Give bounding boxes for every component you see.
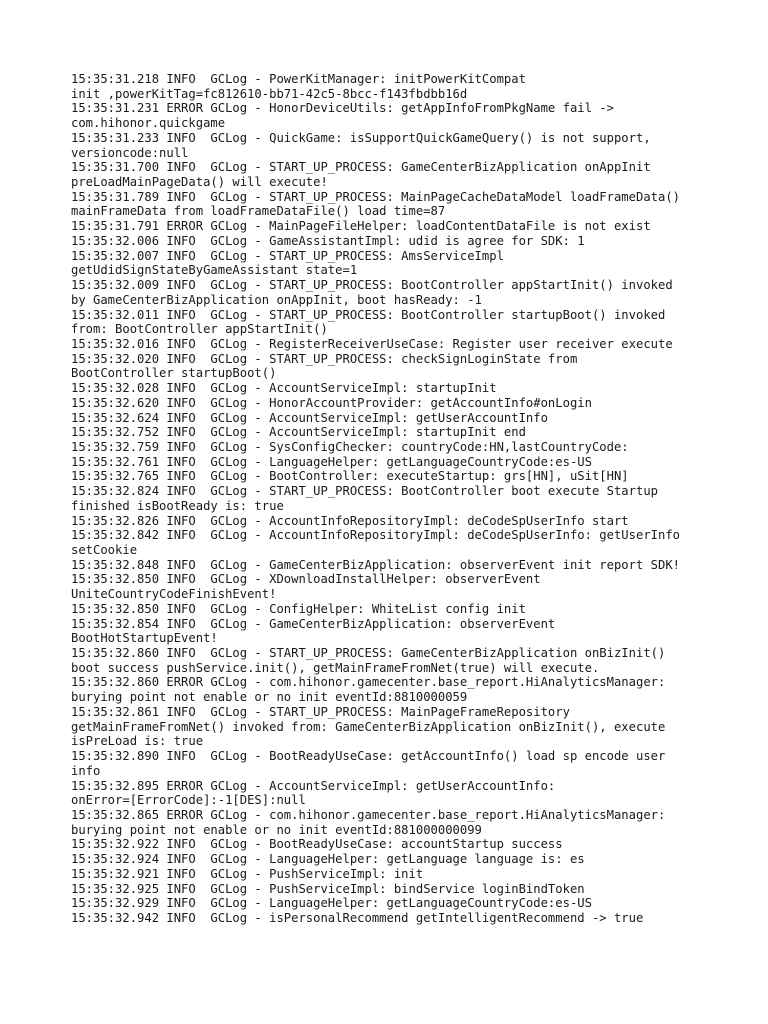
- log-line: 15:35:32.624 INFO GCLog - AccountServiceImpl: getUserAccountInfo: [71, 410, 548, 425]
- log-text-block: [71, 72, 711, 926]
- log-line: 15:35:32.850 INFO GCLog - XDownloadInstallHelper: observerEvent: [71, 572, 541, 587]
- log-line: 15:35:32.824 INFO GCLog - START_UP_PROCESS: BootController boot execute Startup: [71, 484, 658, 499]
- log-line: 15:35:31.789 INFO GCLog - START_UP_PROCESS: MainPageCacheDataModel loadFrameData(): [71, 189, 681, 204]
- log-line: burying point not enable or no init eventId:881000000099: [71, 822, 482, 837]
- log-line: by GameCenterBizApplication onAppInit, boot hasReady: -1: [71, 292, 482, 307]
- log-line: preLoadMainPageData() will execute!: [71, 175, 328, 190]
- log-line: boot success pushService.init(), getMainFrameFromNet(true) will execute.: [71, 660, 600, 675]
- log-line: 15:35:32.942 INFO GCLog - isPersonalRecommend getIntelligentRecommend -> true: [71, 910, 644, 925]
- log-line: 15:35:32.765 INFO GCLog - BootController: executeStartup: grs[HN], uSit[HN]: [71, 469, 629, 484]
- log-line: from: BootController appStartInit(): [71, 322, 328, 337]
- log-line: BootController startupBoot(): [71, 366, 277, 381]
- log-line: getMainFrameFromNet() invoked from: GameCenterBizApplication onBizInit(), execute: [71, 719, 666, 734]
- log-line: 15:35:31.791 ERROR GCLog - MainPageFileHelper: loadContentDataFile is not exist: [71, 219, 651, 234]
- log-line: 15:35:31.233 INFO GCLog - QuickGame: isSupportQuickGameQuery() is not support,: [71, 130, 651, 145]
- log-line: init ,powerKitTag=fc812610-bb71-42c5-8bcc-f143fbdbb16d: [71, 86, 468, 101]
- log-line: 15:35:32.620 INFO GCLog - HonorAccountProvider: getAccountInfo#onLogin: [71, 395, 592, 410]
- log-line: 15:35:32.848 INFO GCLog - GameCenterBizApplication: observerEvent init report SDK!: [71, 557, 681, 572]
- log-line: 15:35:32.922 INFO GCLog - BootReadyUseCase: accountStartup success: [71, 837, 563, 852]
- log-line: 15:35:32.921 INFO GCLog - PushServiceImpl: init: [71, 866, 424, 881]
- log-line: 15:35:32.016 INFO GCLog - RegisterReceiverUseCase: Register user receiver execute: [71, 336, 673, 351]
- log-line: info: [71, 763, 101, 778]
- log-line: 15:35:32.028 INFO GCLog - AccountServiceImpl: startupInit: [71, 381, 497, 396]
- log-line: BootHotStartupEvent!: [71, 631, 218, 646]
- log-line: 15:35:32.860 INFO GCLog - START_UP_PROCESS: GameCenterBizApplication onBizInit(): [71, 646, 666, 661]
- log-line: 15:35:32.850 INFO GCLog - ConfigHelper: WhiteList config init: [71, 601, 526, 616]
- log-line: 15:35:32.759 INFO GCLog - SysConfigChecker: countryCode:HN,lastCountryCode:: [71, 439, 629, 454]
- log-line: mainFrameData from loadFrameDataFile() load time=87: [71, 204, 446, 219]
- log-line: 15:35:32.020 INFO GCLog - START_UP_PROCESS: checkSignLoginState from: [71, 351, 578, 366]
- log-line: 15:35:32.826 INFO GCLog - AccountInfoRepositoryImpl: deCodeSpUserInfo start: [71, 513, 629, 528]
- log-line: 15:35:32.925 INFO GCLog - PushServiceImpl: bindService loginBindToken: [71, 881, 585, 896]
- log-line: onError=[ErrorCode]:-1[DES]:null: [71, 793, 306, 808]
- log-line: 15:35:31.700 INFO GCLog - START_UP_PROCESS: GameCenterBizApplication onAppInit: [71, 160, 651, 175]
- log-line: burying point not enable or no init eventId:8810000059: [71, 690, 468, 705]
- log-line: 15:35:32.007 INFO GCLog - START_UP_PROCESS: AmsServiceImpl: [71, 248, 504, 263]
- log-line: finished isBootReady is: true: [71, 498, 284, 513]
- log-line: 15:35:32.854 INFO GCLog - GameCenterBizApplication: observerEvent: [71, 616, 556, 631]
- log-line: 15:35:32.860 ERROR GCLog - com.hihonor.gamecenter.base_report.HiAnalyticsManager:: [71, 675, 666, 690]
- log-line: 15:35:32.861 INFO GCLog - START_UP_PROCESS: MainPageFrameRepository: [71, 704, 570, 719]
- log-line: setCookie: [71, 543, 138, 557]
- log-line: UniteCountryCodeFinishEvent!: [71, 587, 277, 602]
- log-line: 15:35:32.006 INFO GCLog - GameAssistantImpl: udid is agree for SDK: 1: [71, 233, 585, 248]
- log-line: com.hihonor.quickgame: [71, 116, 226, 131]
- log-line: getUdidSignStateByGameAssistant state=1: [71, 263, 358, 278]
- log-line: 15:35:32.011 INFO GCLog - START_UP_PROCESS: BootController startupBoot() invoked: [71, 307, 666, 322]
- log-line: 15:35:31.231 ERROR GCLog - HonorDeviceUtils: getAppInfoFromPkgName fail ->: [71, 101, 614, 116]
- log-line: 15:35:32.929 INFO GCLog - LanguageHelper: getLanguageCountryCode:es-US: [71, 896, 592, 911]
- log-line: 15:35:32.009 INFO GCLog - START_UP_PROCESS: BootController appStartInit() invoked: [71, 278, 673, 293]
- log-line: versioncode:null: [71, 145, 189, 160]
- log-line: 15:35:31.218 INFO GCLog - PowerKitManager: initPowerKitCompat: [71, 72, 526, 86]
- log-line: 15:35:32.761 INFO GCLog - LanguageHelper: getLanguageCountryCode:es-US: [71, 454, 592, 469]
- log-line: 15:35:32.890 INFO GCLog - BootReadyUseCase: getAccountInfo() load sp encode user: [71, 749, 666, 764]
- log-line: 15:35:32.895 ERROR GCLog - AccountServiceImpl: getUserAccountInfo:: [71, 778, 556, 793]
- log-line: 15:35:32.842 INFO GCLog - AccountInfoRepositoryImpl: deCodeSpUserInfo: getUserInfo: [71, 528, 681, 543]
- log-line: 15:35:32.924 INFO GCLog - LanguageHelper: getLanguage language is: es: [71, 852, 585, 867]
- log-line: isPreLoad is: true: [71, 734, 204, 749]
- log-line: 15:35:32.752 INFO GCLog - AccountServiceImpl: startupInit end: [71, 425, 526, 440]
- log-line: 15:35:32.865 ERROR GCLog - com.hihonor.gamecenter.base_report.HiAnalyticsManager:: [71, 807, 666, 822]
